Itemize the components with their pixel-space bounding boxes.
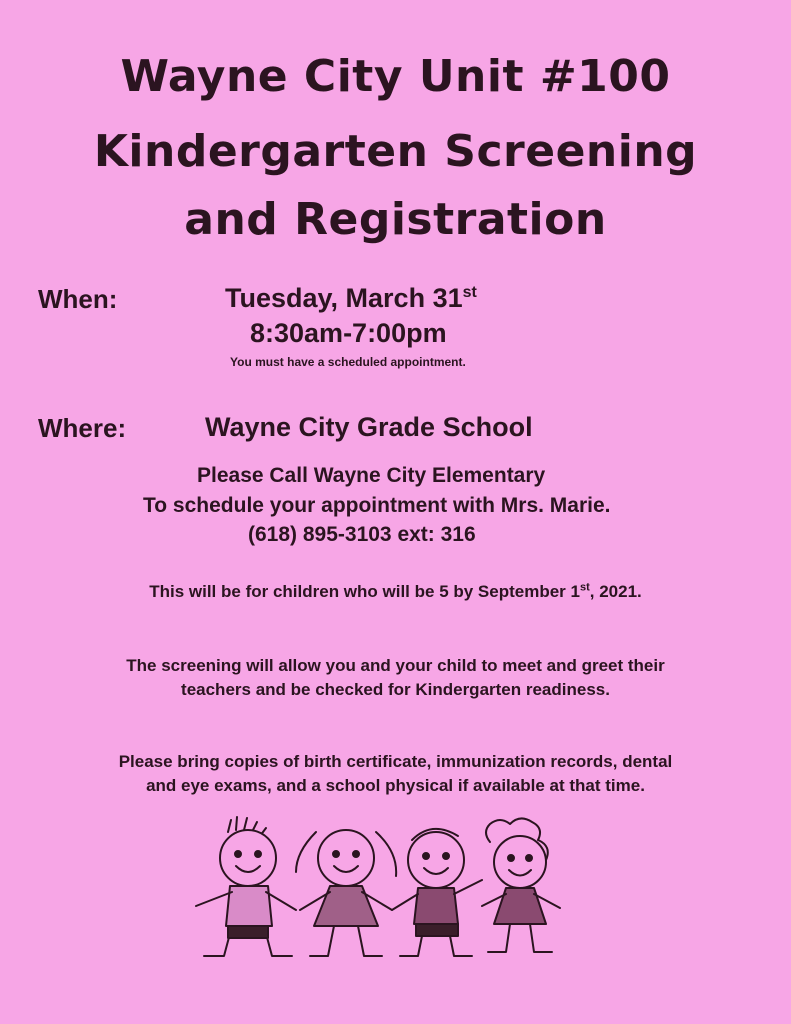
when-date-text: Tuesday, March 31	[225, 283, 463, 313]
child-2-icon	[296, 830, 396, 956]
contact-line-2: To schedule your appointment with Mrs. Marie.	[143, 494, 611, 517]
contact-phone: (618) 895-3103 ext: 316	[248, 523, 476, 546]
four-children-holding-hands-icon	[180, 812, 590, 972]
eligibility-after: , 2021.	[589, 582, 642, 601]
screening-line-1: The screening will allow you and your child to meet and greet their	[126, 656, 665, 675]
child-3-icon	[392, 829, 482, 956]
child-1-icon	[196, 817, 296, 956]
where-place: Wayne City Grade School	[205, 412, 533, 442]
when-date-suffix: st	[462, 284, 477, 301]
eligibility-text	[0, 580, 791, 604]
title-line-1: Wayne City Unit #100	[120, 51, 671, 102]
child-4-icon	[482, 818, 560, 952]
bring-line-1: Please bring copies of birth certificate, immunization records, dental	[118, 752, 673, 771]
where-label: Where:	[38, 413, 127, 443]
title-line-2: Kindergarten Screening	[93, 126, 698, 177]
screening-line-2: teachers and be checked for Kindergarten readiness.	[181, 680, 610, 699]
when-time: 8:30am-7:00pm	[250, 318, 447, 348]
contact-line-1: Please Call Wayne City Elementary	[197, 464, 546, 487]
when-label: When:	[38, 284, 118, 314]
bring-line-2: and eye exams, and a school physical if available at that time.	[146, 776, 645, 795]
title-line-3: and Registration	[184, 194, 607, 245]
appointment-note: You must have a scheduled appointment.	[230, 355, 466, 369]
eligibility-suffix: st	[579, 581, 590, 594]
eligibility-before: This will be for children who will be 5 by September 1	[149, 582, 580, 601]
when-date	[225, 283, 477, 314]
